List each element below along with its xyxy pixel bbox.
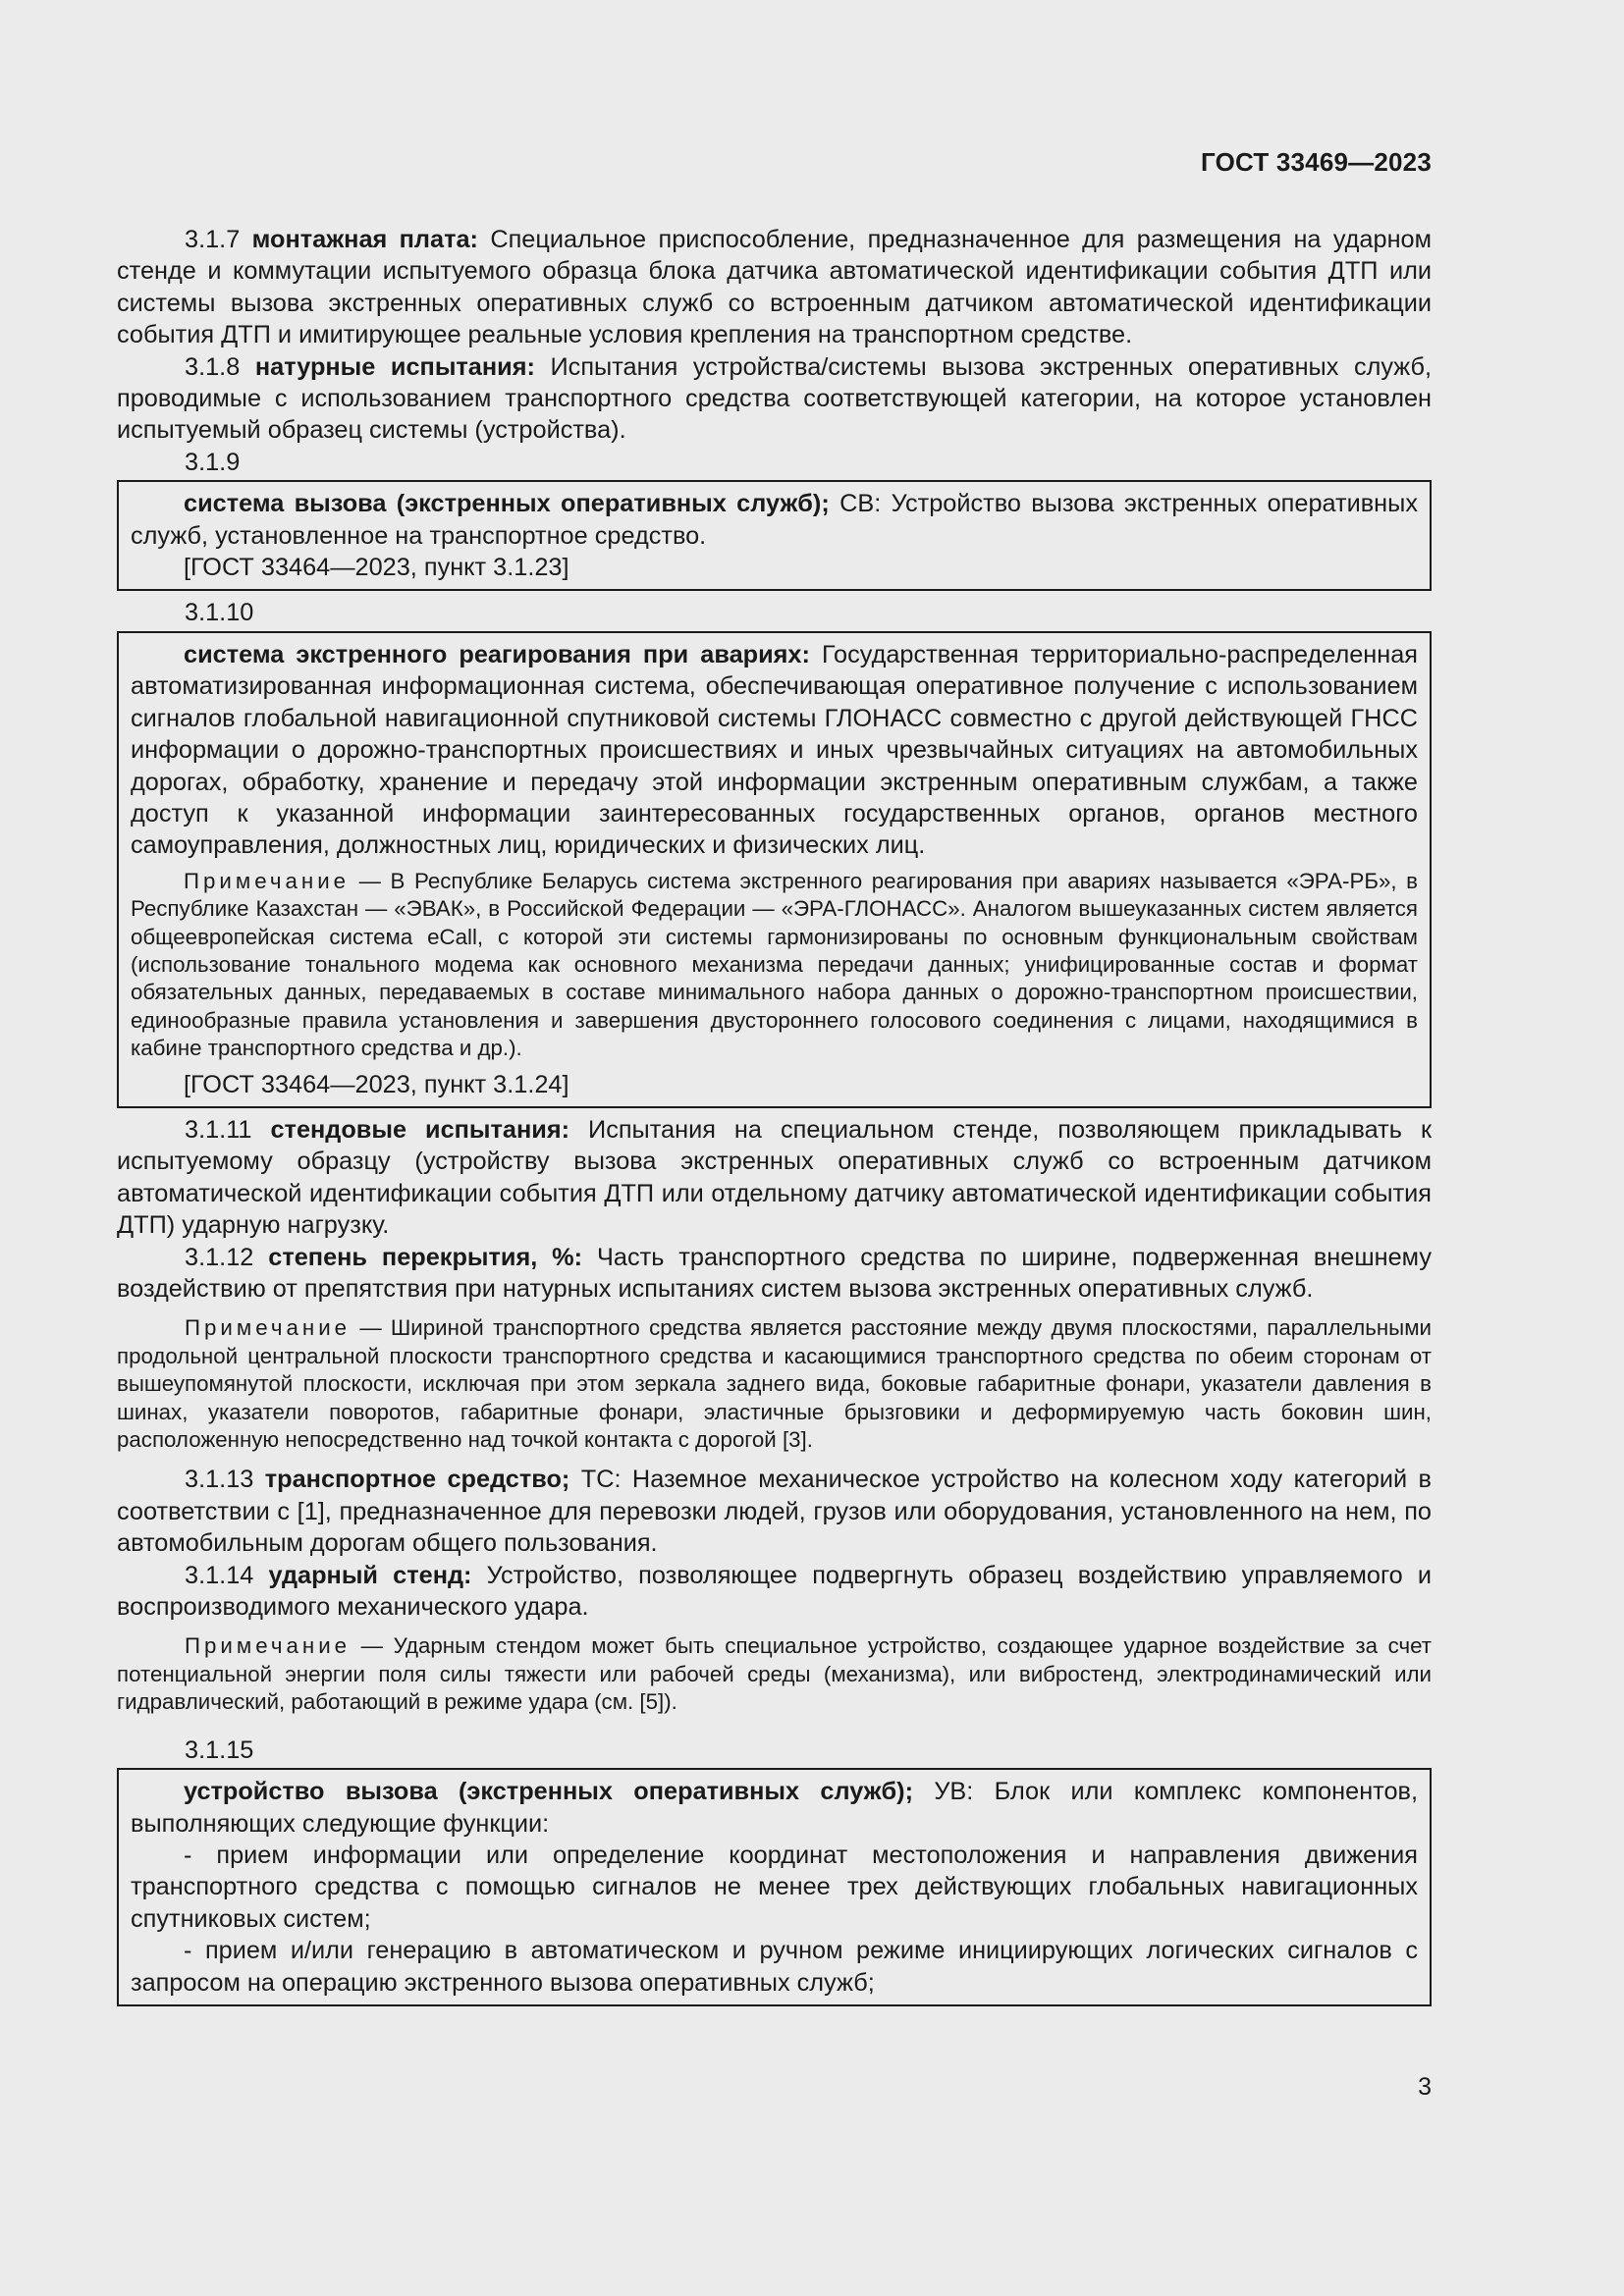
definition: Специальное приспособление, предназначенное для размещения на ударном стенде и коммутации испытуемого образца блока датчика автоматической идентификации события ДТП или системы вызова экстренных оперативных служб со встроенным датчиком автоматической идентификации события ДТП и имитирующее реальные условия крепления на транспортном средстве. (117, 226, 1432, 349)
term: монтажная плата: (251, 226, 478, 253)
definition: Государственная территориально-распределенная автоматизированная информационная система, обеспечивающая оперативное получение с использованием сигналов глобальной навигационной спутниковой системы ГЛОНАСС совместно с другой действующей ГНСС информации о дорожно-транспортных происшествиях и иных чрезвычайных ситуациях на автомобильных дорогах, обработку, хранение и передачу этой информации экстренным оперативным службам, а также доступ к указанной информации заинтересованных государственных органов, органов местного самоуправления, должностных лиц, юридических и физических лиц. (131, 640, 1418, 860)
term: система экстренного реагирования при авариях: (184, 640, 810, 668)
term-definition (131, 488, 1418, 552)
note-label: Примечание (184, 868, 351, 893)
page-number: 3 (1418, 2073, 1432, 2101)
term: стендовые испытания: (270, 1115, 570, 1144)
note-text: — Ударным стендом может быть специальное устройство, создающее ударное воздействие за счет потенциальной энергии поля силы тяжести или рабочей среды (механизма), или вибростенд, электродинамический или гидравлический, работающий в режиме удара (см. [5]). (117, 1633, 1432, 1715)
clause-3-1-11 (117, 1114, 1432, 1242)
clause-number: 3.1.13 (185, 1466, 254, 1494)
term-definition (131, 639, 1418, 862)
list-item: - прием и/или генерацию в автоматическом и ручном режиме инициирующих логических сигналов с запросом на операцию экстренного вызова оперативных служб; (131, 1937, 1418, 1997)
clause-number: 3.1.11 (185, 1115, 252, 1144)
term: устройство вызова (экстренных оперативных служб); (184, 1778, 913, 1806)
note-label: Примечание (185, 1633, 352, 1659)
definition: Испытания на специальном стенде, позволяющем прикладывать к испытуемому образцу (устройству вызова экстренных оперативных служб со встроенным датчиком автоматической идентификации события ДТП или отдельному датчику автоматической идентификации события ДТП) ударную нагрузку. (117, 1115, 1433, 1240)
definition: Испытания устройства/системы вызова экстренных оперативных служб, проводимые с использованием транспортного средства соответствующей категории, на которое установлен испытуемый образец системы (устройства). (117, 352, 1433, 445)
clause-number: 3.1.8 (185, 352, 241, 381)
term-box-3-1-9 (117, 480, 1432, 591)
clause-3-1-12 (117, 1242, 1432, 1306)
definition: Устройство, позволяющее подвергнуть образец воздействию управляемого и воспроизводимого механического удара. (117, 1561, 1433, 1622)
term: ударный стенд: (268, 1561, 472, 1589)
note-text: — В Республике Беларусь система экстренного реагирования при авариях называется «ЭРА-РБ», в Республике Казахстан — «ЭВАК», в Российской Федерации — «ЭРА-ГЛОНАСС». Аналогом вышеуказанных систем является общеевропейская система eCall, с которой эти системы гармонизированы по основным функциональным свойствам (использование тонального модема как основного механизма передачи данных; унифицированные состав и формат обязательных данных, передаваемых в составе минимального набора данных о дорожно-транспортном происшествии, единообразные правила установления и завершения двустороннего голосового соединения с лицами, находящимися в кабине транспортного средства и др.). (131, 868, 1418, 1061)
term-box-3-1-10 (117, 631, 1432, 1108)
clause-3-1-7 (117, 224, 1432, 351)
note (131, 868, 1418, 1063)
clause-number: 3.1.14 (185, 1561, 254, 1589)
note-3-1-14 (117, 1632, 1432, 1716)
clause-number-3-1-15: 3.1.15 (185, 1735, 254, 1764)
note-3-1-12 (117, 1314, 1432, 1454)
term: система вызова (экстренных оперативных служб); (184, 490, 830, 518)
list-item: - прием информации или определение координат местоположения и направления движения транспортного средства с помощью сигналов не менее трех действующих глобальных навигационных спутниковых систем; (131, 1841, 1418, 1933)
term-definition (131, 1776, 1418, 1840)
definition: ТС: Наземное механическое устройство на колесном ходу категорий в соответствии с [1], предназначенное для перевозки людей, грузов или оборудования, установленного на нем, по автомобильным дорогам общего пользования. (117, 1466, 1433, 1558)
source-reference: [ГОСТ 33464—2023, пункт 3.1.24] (184, 1070, 569, 1098)
definition: УВ: Блок или комплекс компонентов, выполняющих следующие функции: (131, 1778, 1419, 1838)
clause-number-3-1-9: 3.1.9 (185, 448, 241, 476)
note-label: Примечание (185, 1315, 352, 1341)
note-text: — Шириной транспортного средства является расстояние между двумя плоскостями, параллельными продольной центральной плоскости транспортного средства и касающимися транспортного средства по обеим сторонам от вышеупомянутой плоскости, исключая при этом зеркала заднего вида, боковые габаритные фонари, указатели давления в шинах, указатели поворотов, габаритные фонари, эластичные брызговики и деформируемую часть боковин шин, расположенную непосредственно над точкой контакта с дорогой [3]. (117, 1315, 1432, 1453)
clause-3-1-8 (117, 351, 1432, 447)
term-box-3-1-15 (117, 1768, 1432, 2006)
clause-number-3-1-10: 3.1.10 (185, 599, 254, 627)
definition: Часть транспортного средства по ширине, подверженная внешнему воздействию от препятствия при натурных испытаниях систем вызова экстренных оперативных служб. (117, 1243, 1432, 1303)
page-content (117, 224, 1432, 2006)
term: натурные испытания: (254, 352, 535, 381)
clause-3-1-14 (117, 1560, 1432, 1624)
term: транспортное средство; (264, 1466, 570, 1494)
clause-3-1-13 (117, 1464, 1432, 1559)
clause-number: 3.1.7 (185, 226, 241, 253)
document-id: ГОСТ 33469—2023 (1201, 147, 1432, 177)
clause-number: 3.1.12 (185, 1243, 254, 1271)
source-reference: [ГОСТ 33464—2023, пункт 3.1.23] (184, 554, 569, 582)
term: степень перекрытия, %: (268, 1243, 583, 1271)
definition: СВ: Устройство вызова экстренных оперативных служб, установленное на транспортное средство. (131, 490, 1418, 550)
